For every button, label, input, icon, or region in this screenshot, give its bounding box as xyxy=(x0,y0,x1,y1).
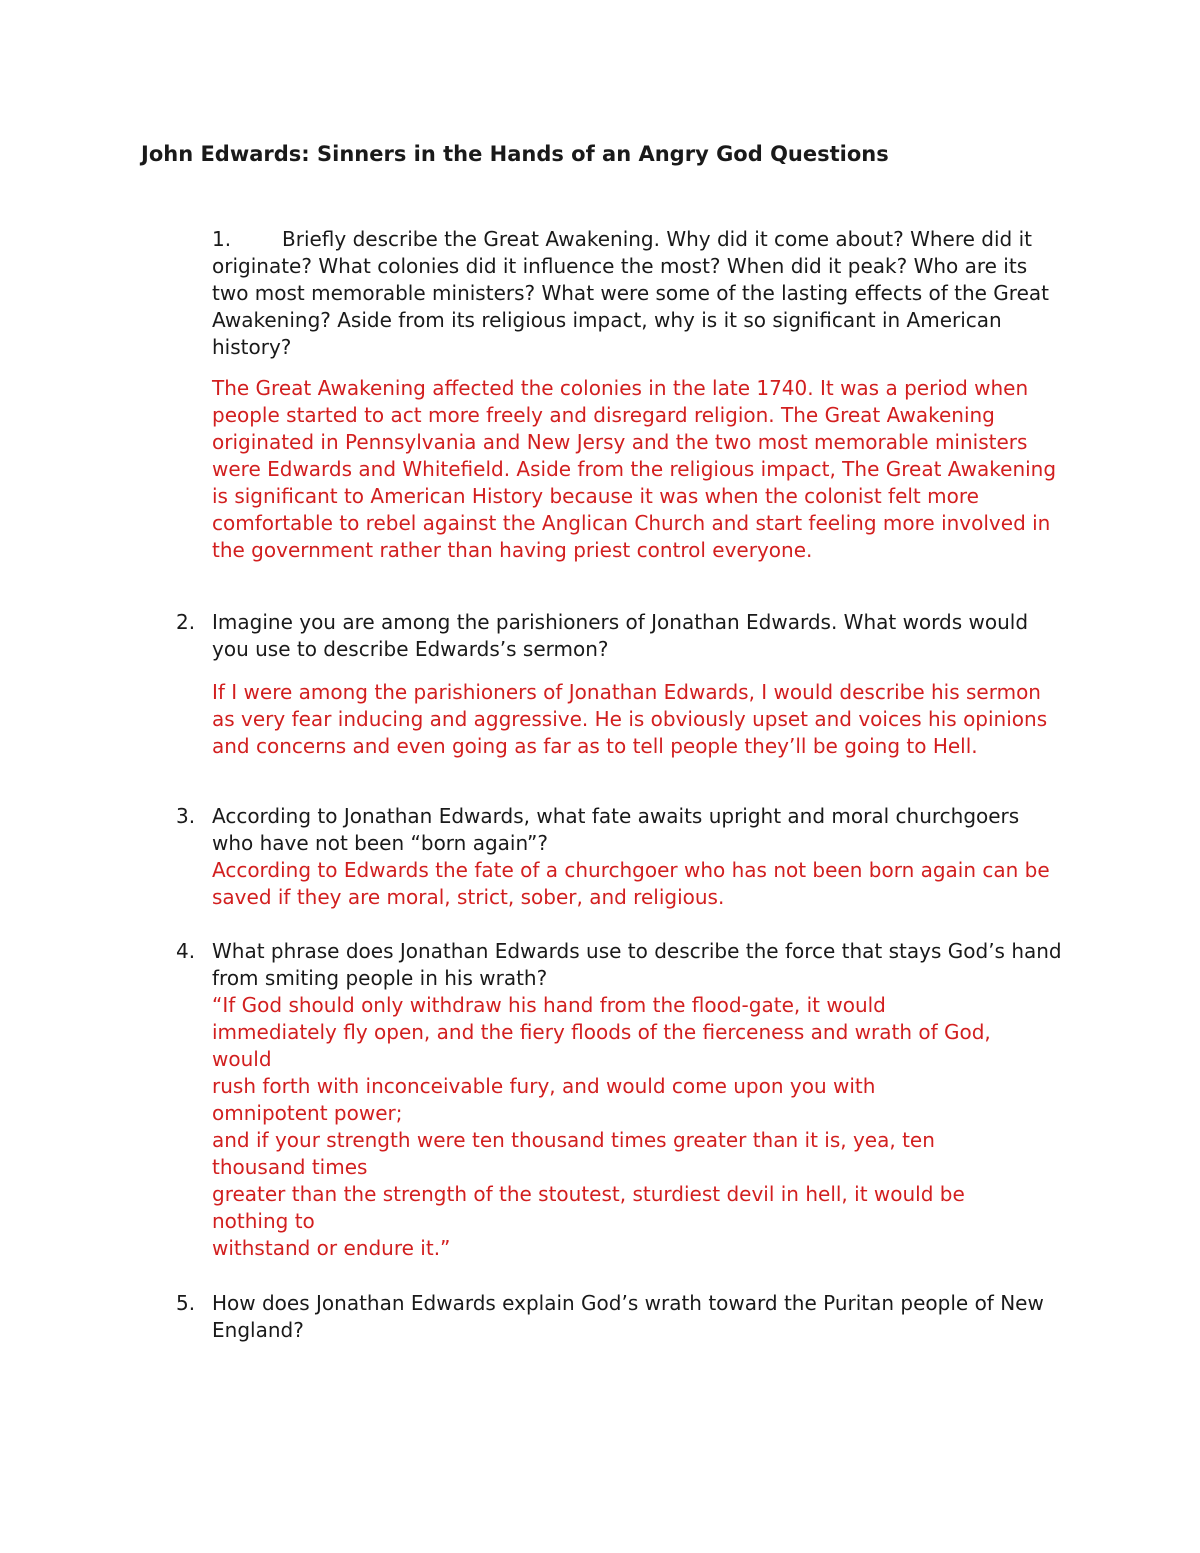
question-5 xyxy=(176,1290,1066,1344)
quote-line: thousand times xyxy=(212,1155,368,1179)
quote-line: immediately fly open, and the fiery floods of the fierceness and wrath of God, xyxy=(212,1020,991,1044)
quote-line: “If God should only withdraw his hand from the flood-gate, it would xyxy=(212,993,886,1017)
quote-line: and if your strength were ten thousand times greater than it is, yea, ten xyxy=(212,1128,935,1152)
question-text: What phrase does Jonathan Edwards use to describe the force that stays God’s hand from smiting people in his wrath? xyxy=(212,939,1062,990)
question-2 xyxy=(176,609,1066,760)
question-number: 1. xyxy=(212,227,232,251)
question-number: 2. xyxy=(176,610,196,634)
quote-line: rush forth with inconceivable fury, and would come upon you with xyxy=(212,1074,876,1098)
question-text: Imagine you are among the parishioners of Jonathan Edwards. What words would you use to describe Edwards’s sermon? xyxy=(212,610,1029,661)
question-1 xyxy=(176,226,1066,564)
quote-line: greater than the strength of the stoutest, sturdiest devil in hell, it would be xyxy=(212,1182,965,1206)
answer-text: If I were among the parishioners of Jonathan Edwards, I would describe his sermon as very fear inducing and aggressive. He is obviously upset and voices his opinions and concerns and even going as far as to tell people they’ll be going to Hell. xyxy=(212,680,1048,758)
quote-line: withstand or endure it.” xyxy=(212,1236,451,1260)
answer-quote xyxy=(212,992,1066,1262)
answer-text: According to Edwards the fate of a churchgoer who has not been born again can be saved if they are moral, strict, sober, and religious. xyxy=(212,858,1050,909)
answer-text: The Great Awakening affected the colonies in the late 1740. It was a period when people started to act more freely and disregard religion. The Great Awakening originated in Pennsylvania and New Jersy and the two most memorable ministers were Edwards and Whitefield. Aside from the religious impact, The Great Awakening is significant to American History because it was when the colonist felt more comfortable to rebel against the Anglican Church and start feeling more involved in the government rather than having priest control everyone. xyxy=(212,376,1057,562)
question-number: 4. xyxy=(176,939,196,963)
question-4 xyxy=(176,938,1066,1262)
quote-line: would xyxy=(212,1047,272,1071)
question-text: Briefly describe the Great Awakening. Why did it come about? Where did it originate? What colonies did it influence the most? When did it peak? Who are its two most memorable ministers? What were some of the lasting effects of the Great Awakening? Aside from its religious impact, why is it so significant in American history? xyxy=(212,227,1049,359)
quote-line: omnipotent power; xyxy=(212,1101,403,1125)
quote-line: nothing to xyxy=(212,1209,315,1233)
question-number: 3. xyxy=(176,804,196,828)
question-text: How does Jonathan Edwards explain God’s wrath toward the Puritan people of New England? xyxy=(212,1291,1044,1342)
question-number: 5. xyxy=(176,1291,196,1315)
question-text: According to Jonathan Edwards, what fate awaits upright and moral churchgoers who have not been “born again”? xyxy=(212,804,1020,855)
question-3 xyxy=(176,803,1066,911)
document-title: John Edwards: Sinners in the Hands of an Angry God Questions xyxy=(141,142,889,166)
